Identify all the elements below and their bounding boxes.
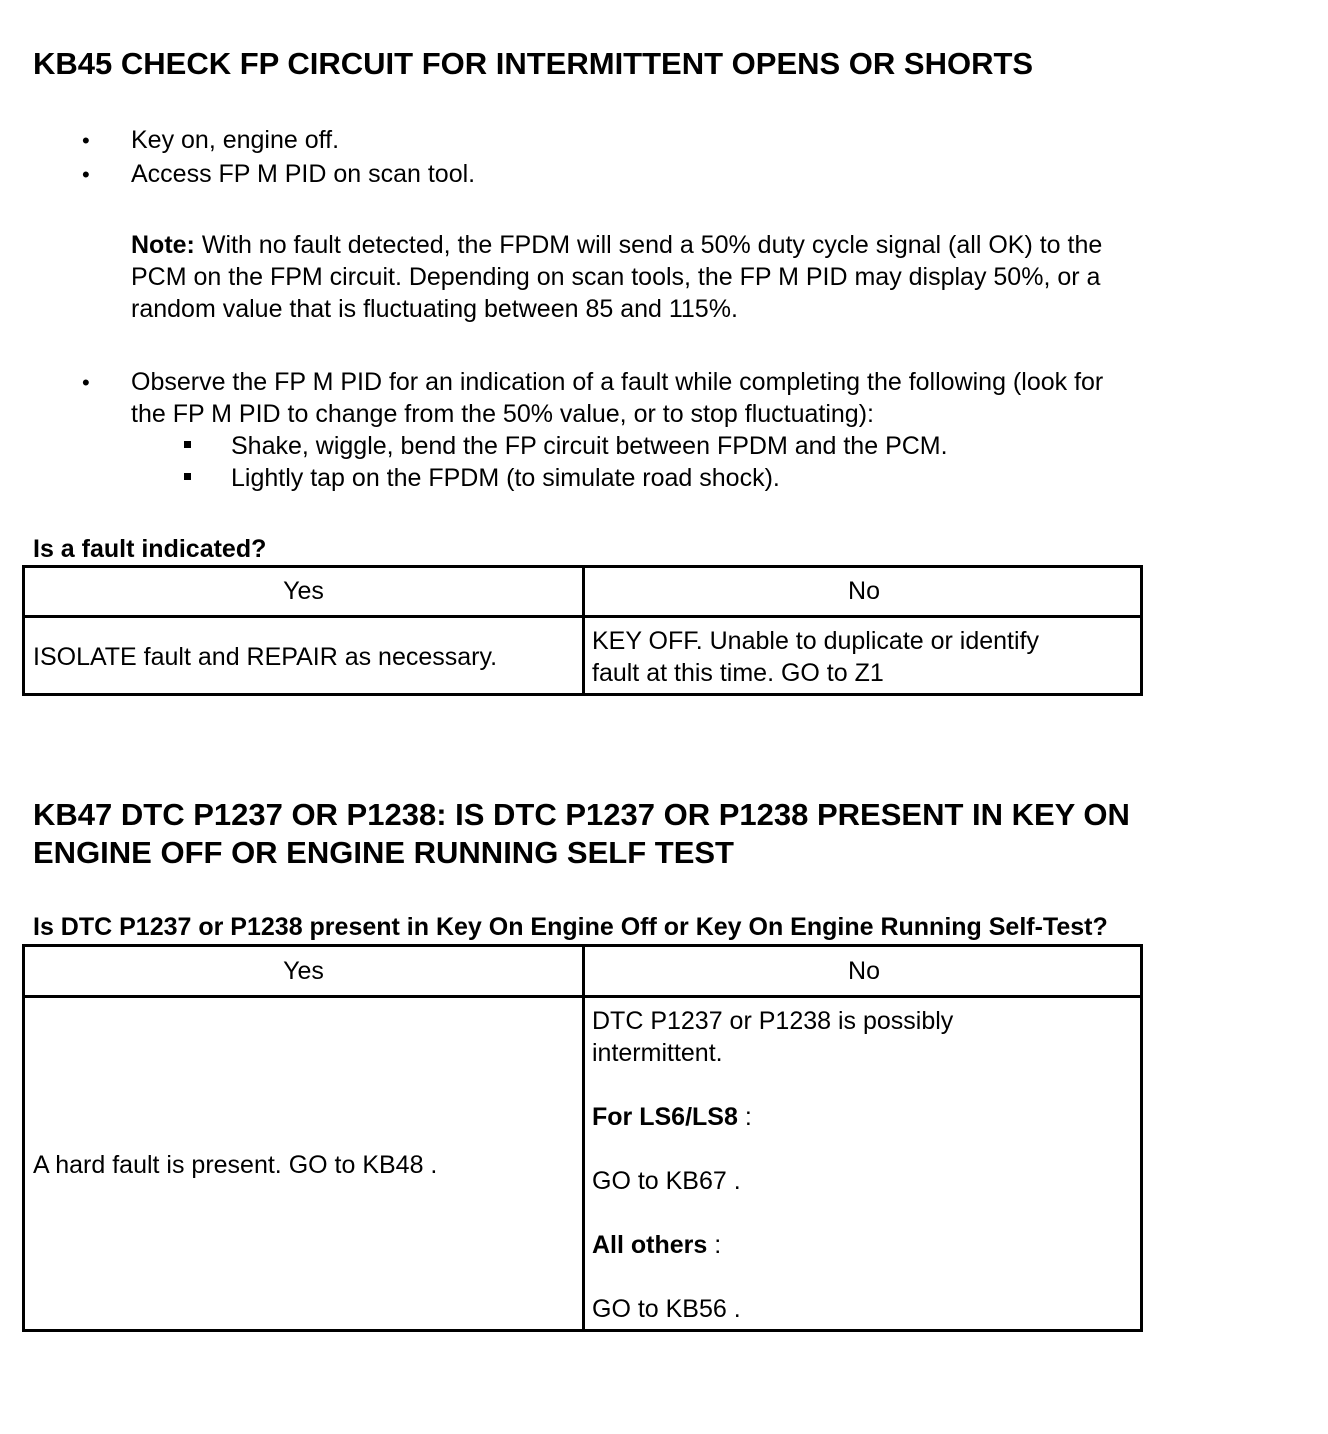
column-divider (582, 947, 585, 1329)
others-label-line: All others : (592, 1231, 722, 1259)
dtc-table (22, 944, 1143, 1332)
note-line-2: PCM on the FPM circuit. Depending on scan tools, the FP M PID may display 50%, or a (131, 263, 1101, 291)
ls-action: GO to KB67 . (592, 1167, 741, 1195)
question-fault-indicated: Is a fault indicated? (33, 535, 267, 563)
others-action: GO to KB56 . (592, 1295, 741, 1323)
sub-step-tap: Lightly tap on the FPDM (to simulate road shock). (231, 464, 780, 492)
observe-line-2: the FP M PID to change from the 50% value, or to stop fluctuating): (131, 400, 874, 428)
note-line-1: Note: With no fault detected, the FPDM will send a 50% duty cycle signal (all OK) to the (131, 231, 1103, 259)
cell-no-action: DTC P1237 or P1238 is possibly intermittent. For LS6/LS8 : GO to KB67 . All others : GO to KB56 . (592, 1007, 954, 1323)
note-label: Note: (131, 231, 195, 259)
bullet-icon: • (82, 162, 90, 187)
note-line-3: random value that is fluctuating between 85 and 115%. (131, 295, 738, 323)
header-yes: Yes (283, 577, 324, 605)
header-no: No (848, 957, 880, 985)
cell-no-action: KEY OFF. Unable to duplicate or identify fault at this time. GO to Z1 (592, 627, 1039, 687)
bullet-icon: • (82, 370, 90, 395)
header-yes: Yes (283, 957, 324, 985)
bullet-icon: • (82, 128, 90, 153)
section-heading-kb45: KB45 CHECK FP CIRCUIT FOR INTERMITTENT OPENS OR SHORTS (33, 46, 1034, 81)
cell-yes-action: ISOLATE fault and REPAIR as necessary. (33, 643, 498, 671)
square-bullet-icon (184, 441, 191, 448)
square-bullet-icon (184, 473, 191, 480)
cell-yes-action: A hard fault is present. GO to KB48 . (33, 1151, 438, 1179)
fault-table (22, 565, 1143, 696)
sub-step-shake: Shake, wiggle, bend the FP circuit between FPDM and the PCM. (231, 432, 948, 460)
question-dtc-present: Is DTC P1237 or P1238 present in Key On Engine Off or Key On Engine Running Self-Test? (33, 913, 1108, 941)
section-heading-kb47-line-2: ENGINE OFF OR ENGINE RUNNING SELF TEST (33, 835, 734, 870)
ls-label-line: For LS6/LS8 : (592, 1103, 752, 1131)
observe-line-1: Observe the FP M PID for an indication of a fault while completing the following (look for (131, 368, 1104, 396)
step-key-on: Key on, engine off. (131, 126, 340, 154)
section-heading-kb47-line-1: KB47 DTC P1237 OR P1238: IS DTC P1237 OR P1238 PRESENT IN KEY ON (33, 797, 1130, 832)
header-no: No (848, 577, 880, 605)
step-access-pid: Access FP M PID on scan tool. (131, 160, 476, 188)
